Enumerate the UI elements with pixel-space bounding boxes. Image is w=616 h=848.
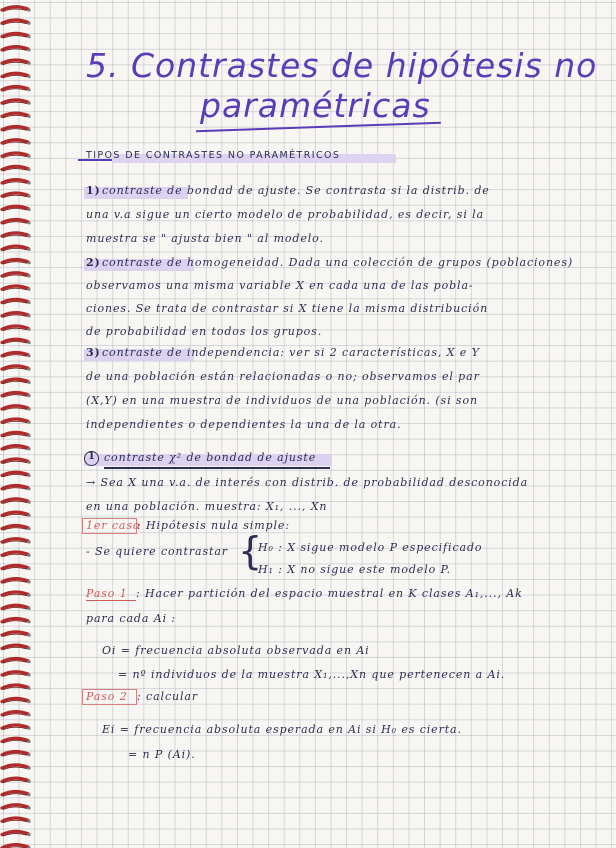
first-case-text: : Hipótesis nula simple: bbox=[137, 519, 290, 532]
step1-label: Paso 1 bbox=[86, 587, 128, 600]
item3-line3: (X,Y) en una muestra de individuos de una población. (si son bbox=[86, 394, 478, 407]
contrast-line2: en una población. muestra: X₁, ..., Xn bbox=[86, 500, 328, 513]
contrast-heading-underline bbox=[104, 467, 330, 469]
ei-line2: = n P (Ai). bbox=[128, 748, 196, 761]
brace-icon: { bbox=[238, 529, 263, 573]
contrast-heading: contraste χ² de bondad de ajuste bbox=[104, 451, 317, 464]
section-heading: TIPOS DE CONTRASTES NO PARAMÉTRICOS bbox=[86, 150, 341, 161]
step2-label: Paso 2 bbox=[86, 690, 128, 703]
item3-line2: de una población están relacionadas o no; observamos el par bbox=[86, 370, 480, 383]
item1-number: 1) bbox=[86, 184, 101, 197]
step1-text2: para cada Ai : bbox=[86, 612, 176, 625]
page-title-continued: paramétricas bbox=[200, 86, 431, 125]
step2-text: : calcular bbox=[137, 690, 199, 703]
item2-line1: contraste de homogeneidad. Dada una colección de grupos (poblaciones) bbox=[102, 256, 574, 269]
oi-line2: = nº individuos de la muestra X₁,...,Xn que pertenecen a Ai. bbox=[118, 668, 506, 681]
want-text: - Se quiere contrastar bbox=[86, 545, 228, 558]
item2-number: 2) bbox=[86, 256, 101, 269]
page-title: 5. Contrastes de hipótesis no bbox=[86, 46, 598, 85]
step1-text: : Hacer partición del espacio muestral en K clases A₁,..., Ak bbox=[136, 587, 523, 600]
item2-line3: ciones. Se trata de contrastar si X tiene la misma distribución bbox=[86, 302, 489, 315]
oi-line1: Oi = frecuencia absoluta observada en Ai bbox=[102, 644, 370, 657]
first-case-label: 1er caso bbox=[86, 519, 141, 532]
item1-line1: contraste de bondad de ajuste. Se contrasta si la distrib. de bbox=[102, 184, 490, 197]
contrast-line1: → Sea X una v.a. de interés con distrib. de probabilidad desconocida bbox=[86, 476, 529, 489]
item3-line4: independientes o dependientes la una de la otra. bbox=[86, 418, 402, 431]
item1-line3: muestra se " ajusta bien " al modelo. bbox=[86, 232, 324, 245]
item3-number: 3) bbox=[86, 346, 101, 359]
item2-line4: de probabilidad en todos los grupos. bbox=[86, 325, 323, 338]
item2-line2: observamos una misma variable X en cada una de las pobla- bbox=[86, 279, 474, 292]
item1-line2: una v.a sigue un cierto modelo de probabilidad, es decir, si la bbox=[86, 208, 485, 221]
spiral-binding-icon bbox=[0, 0, 32, 848]
step1-underline bbox=[86, 600, 136, 601]
hypothesis-h1: H₁ : X no sigue este modelo P. bbox=[258, 563, 452, 576]
hypothesis-h0: H₀ : X sigue modelo P especificado bbox=[258, 541, 483, 554]
item3-line1: contraste de independencia: ver si 2 características, X e Y bbox=[102, 346, 480, 359]
ei-line1: Ei = frecuencia absoluta esperada en Ai si H₀ es cierta. bbox=[102, 723, 462, 736]
contrast-number: 1 bbox=[88, 451, 96, 462]
